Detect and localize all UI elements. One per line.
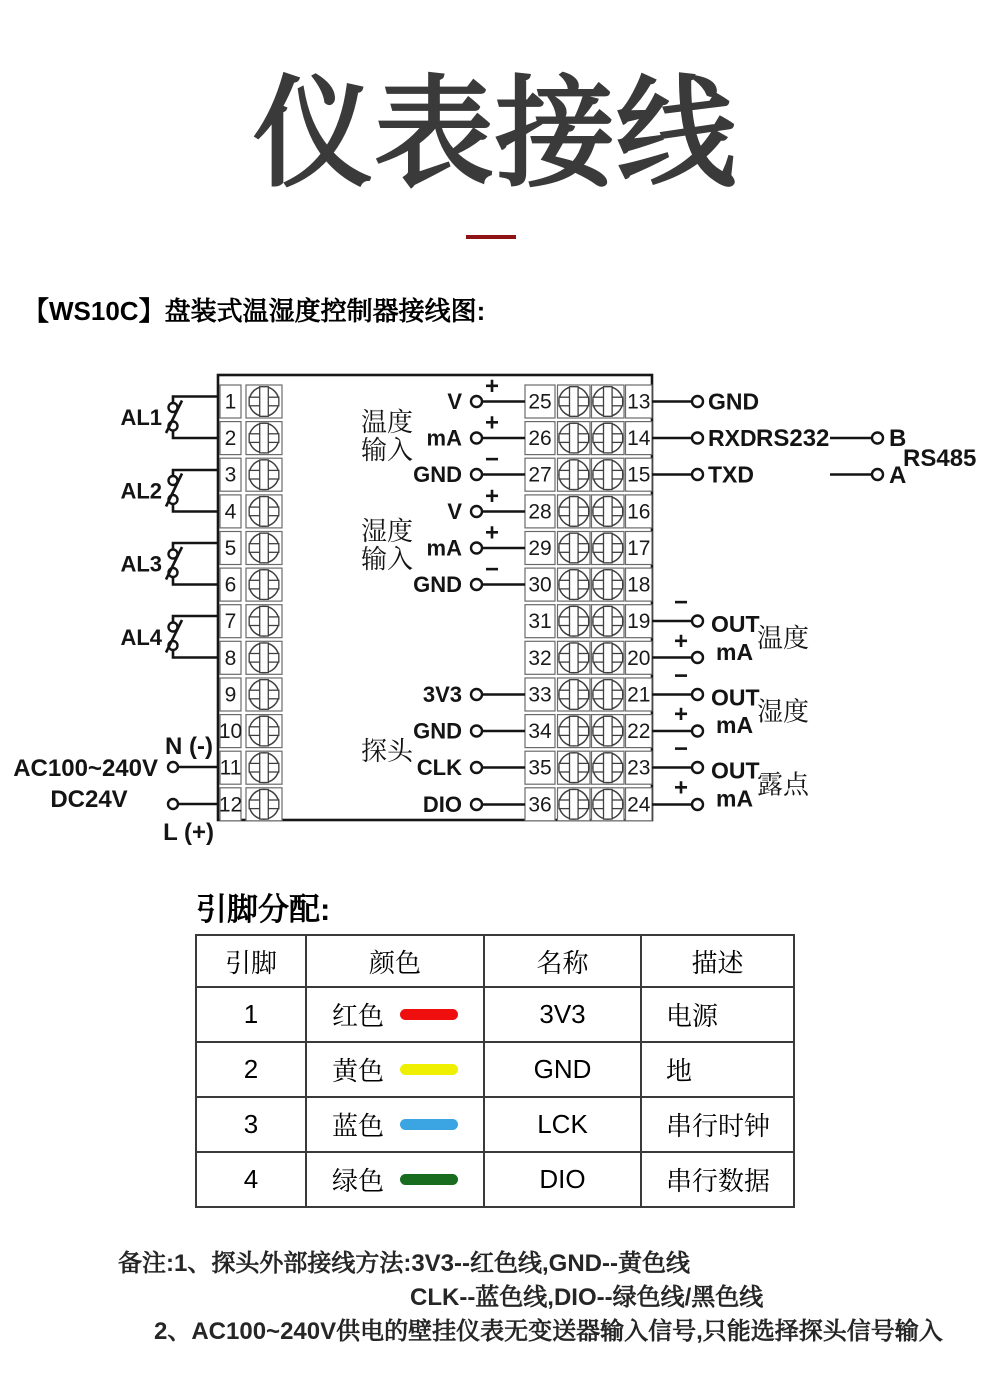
col-header-pin: 引脚 xyxy=(196,935,306,987)
out-temp-unit-label: mA xyxy=(716,639,754,665)
probe-gnd-label: GND xyxy=(413,718,462,744)
screw-slot-v xyxy=(570,460,579,490)
alarm-al4 xyxy=(120,616,218,658)
terminal-number: 36 xyxy=(528,793,552,817)
temp-ma-label: mA xyxy=(426,425,462,451)
pin-desc: 串行数据 xyxy=(641,1152,794,1207)
screw-slot-v xyxy=(260,680,269,710)
terminal-number: 1 xyxy=(224,390,237,414)
hum-input-title-2: 输入 xyxy=(360,544,414,574)
out-dew-minus-terminal xyxy=(692,762,703,773)
terminal-number: 31 xyxy=(528,610,552,634)
terminal-number: 30 xyxy=(528,573,552,597)
color-swatch xyxy=(400,1064,458,1075)
terminal-number: 20 xyxy=(627,646,651,670)
hum-v-terminal xyxy=(471,506,482,517)
screw-slot-v xyxy=(604,606,613,636)
terminal-number: 25 xyxy=(528,390,552,414)
table-row xyxy=(196,1042,794,1097)
pin-color-label: 黄色 xyxy=(331,1056,384,1086)
pin-color-label: 红色 xyxy=(331,1001,384,1031)
output-dewpoint xyxy=(652,736,810,812)
comm-rxd-terminal xyxy=(692,433,703,444)
terminal-number: 33 xyxy=(528,683,552,707)
terminal-number: 2 xyxy=(224,427,237,451)
alarm-al1 xyxy=(120,397,218,439)
terminal-number: 16 xyxy=(627,500,651,524)
serial-comm-group xyxy=(652,389,976,490)
screw-slot-v xyxy=(604,387,613,417)
out-temp-plus-terminal xyxy=(692,652,703,663)
terminal-number: 13 xyxy=(627,390,651,414)
terminal-number: 24 xyxy=(627,793,651,817)
hum-ma-label: mA xyxy=(426,535,462,561)
hum-v-label: V xyxy=(447,499,462,524)
power-terminal-n xyxy=(168,762,178,772)
probe-title: 探头 xyxy=(360,736,414,766)
terminal-number: 12 xyxy=(218,793,243,817)
temp-gnd-label: GND xyxy=(413,462,462,487)
hum-v-sign: + xyxy=(484,483,500,510)
screw-slot-v xyxy=(260,460,269,490)
temp-ma-sign: + xyxy=(484,409,500,437)
pin-color-cell xyxy=(306,1042,484,1097)
screw-slot-v xyxy=(570,790,579,820)
rs485-a-label: A xyxy=(889,462,907,489)
screw-slot-v xyxy=(604,643,613,673)
comm-rxd-label: RXD xyxy=(708,425,757,451)
pin-name: 3V3 xyxy=(484,987,641,1042)
col-header-desc: 描述 xyxy=(641,935,794,987)
temp-gnd-terminal xyxy=(471,469,482,480)
l-label: L (+) xyxy=(163,819,214,846)
hum-gnd-sign: − xyxy=(484,556,500,583)
temp-input-title-2: 输入 xyxy=(360,435,414,465)
table-header-row xyxy=(196,935,794,987)
terminal-number: 19 xyxy=(627,610,651,634)
pin-color-cell xyxy=(306,1152,484,1207)
screw-slot-v xyxy=(570,423,579,453)
pin-number: 4 xyxy=(196,1152,306,1207)
alarm-al3 xyxy=(120,543,218,585)
rs485-b-terminal xyxy=(872,433,883,444)
pin-table-heading: 引脚分配: xyxy=(196,892,331,927)
screw-slot-v xyxy=(260,716,269,746)
hum-gnd-label: GND xyxy=(413,572,462,597)
out-dew-minus-sign: − xyxy=(673,735,689,763)
terminal-number: 34 xyxy=(528,720,552,744)
al1-label: AL1 xyxy=(120,405,162,430)
out-hum-minus-terminal xyxy=(692,689,703,700)
terminal-number: 8 xyxy=(224,646,237,670)
title-underline-decoration xyxy=(466,235,516,239)
terminal-number: 14 xyxy=(627,427,651,451)
terminal-number: 23 xyxy=(627,756,651,780)
pin-desc: 地 xyxy=(641,1042,794,1097)
pin-name: GND xyxy=(484,1042,641,1097)
out-hum-out-label: OUT xyxy=(711,684,760,711)
terminal-number: 17 xyxy=(627,537,651,560)
screw-slot-v xyxy=(604,460,613,490)
diagram-subtitle: 【WS10C】盘装式温湿度控制器接线图: xyxy=(23,296,486,326)
power-terminal-l xyxy=(168,799,178,809)
probe-3v3-label: 3V3 xyxy=(422,682,462,707)
screw-slot-v xyxy=(260,753,269,783)
pin-desc: 串行时钟 xyxy=(641,1097,794,1152)
note-line-1: 备注:1、探头外部接线方法:3V3--红色线,GND--黄色线 xyxy=(118,1250,691,1277)
probe-clk-label: CLK xyxy=(416,755,462,780)
terminal-number: 11 xyxy=(219,756,242,780)
screw-slot-v xyxy=(570,497,579,527)
col-header-name: 名称 xyxy=(484,935,641,987)
screw-slot-v xyxy=(260,606,269,636)
screw-slot-v xyxy=(604,570,613,600)
pin-number: 1 xyxy=(196,987,306,1042)
comm-gnd-label: GND xyxy=(708,388,760,415)
out-hum-unit-label: mA xyxy=(716,712,754,738)
terminal-number: 35 xyxy=(528,756,552,780)
table-row xyxy=(196,987,794,1042)
terminal-number: 29 xyxy=(528,537,552,560)
terminal-number: 27 xyxy=(528,463,552,487)
temp-v-label: V xyxy=(447,389,462,414)
out-temp-cn-label: 温度 xyxy=(757,623,810,653)
terminal-number: 9 xyxy=(224,683,237,707)
screw-slot-v xyxy=(604,790,613,820)
out-dew-out-label: OUT xyxy=(711,757,760,784)
terminal-number: 32 xyxy=(528,646,552,670)
comm-txd-terminal xyxy=(692,469,703,480)
pin-desc: 电源 xyxy=(641,987,794,1042)
note-line-3: 2、AC100~240V供电的壁挂仪表无变送器输入信号,只能选择探头信号输入 xyxy=(154,1318,943,1345)
screw-slot-v xyxy=(260,533,269,563)
output-humidity xyxy=(652,663,809,739)
terminal-number: 7 xyxy=(224,610,237,634)
screw-slot-v xyxy=(260,570,269,600)
ac-voltage-label: AC100~240V xyxy=(13,755,158,782)
screw-slot-v xyxy=(604,533,613,563)
color-swatch xyxy=(400,1174,458,1185)
rs232-label: RS232 xyxy=(756,425,830,452)
screw-slot-v xyxy=(260,790,269,820)
probe-dio-terminal xyxy=(471,799,482,810)
pin-color-label: 蓝色 xyxy=(331,1111,384,1141)
out-temp-minus-sign: − xyxy=(673,589,689,616)
al2-label: AL2 xyxy=(120,478,162,504)
screw-slot-v xyxy=(604,716,613,746)
out-temp-out-label: OUT xyxy=(711,611,760,637)
terminal-number: 6 xyxy=(224,573,237,597)
note-line-2: CLK--蓝色线,DIO--绿色线/黑色线 xyxy=(410,1284,764,1311)
screw-slot-v xyxy=(604,423,613,453)
probe-clk-terminal xyxy=(471,762,482,773)
temperature-input-group xyxy=(361,373,525,487)
table-row xyxy=(196,1152,794,1207)
screw-slot-v xyxy=(570,570,579,600)
screw-slot-v xyxy=(604,497,613,527)
screw-slot-v xyxy=(260,497,269,527)
temp-ma-terminal xyxy=(471,433,482,444)
humidity-input-group xyxy=(361,483,525,597)
hum-ma-terminal xyxy=(471,543,482,554)
out-temp-plus-sign: + xyxy=(673,628,689,655)
rs485-a-terminal xyxy=(872,469,883,480)
pin-number: 2 xyxy=(196,1042,306,1097)
dc-voltage-label: DC24V xyxy=(50,786,128,813)
out-hum-cn-label: 湿度 xyxy=(757,696,810,727)
screw-slot-v xyxy=(604,753,613,783)
screw-slot-v xyxy=(570,643,579,673)
out-dew-plus-sign: + xyxy=(673,774,689,802)
comm-txd-label: TXD xyxy=(708,461,754,488)
color-swatch xyxy=(400,1119,458,1130)
probe-group xyxy=(361,682,525,817)
pin-name: LCK xyxy=(484,1097,641,1152)
rs485-label: RS485 xyxy=(903,445,977,472)
screw-slot-v xyxy=(604,680,613,710)
probe-gnd-terminal xyxy=(471,726,482,737)
al3-label: AL3 xyxy=(120,551,162,577)
rs485-b-label: B xyxy=(889,425,907,452)
table-row xyxy=(196,1097,794,1152)
wiring-diagram-svg xyxy=(0,365,990,850)
out-hum-minus-sign: − xyxy=(673,662,689,690)
probe-dio-label: DIO xyxy=(422,792,462,817)
screw-slot-v xyxy=(570,753,579,783)
terminal-number: 22 xyxy=(627,720,651,744)
page-title: 仪表接线 xyxy=(253,67,737,201)
temp-input-title-1: 温度 xyxy=(360,407,414,437)
terminal-number: 3 xyxy=(224,463,237,487)
hum-gnd-terminal xyxy=(471,579,482,590)
terminal-number: 5 xyxy=(224,537,237,560)
screw-slot-v xyxy=(570,680,579,710)
screw-slot-v xyxy=(570,716,579,746)
hum-input-title-1: 湿度 xyxy=(360,516,414,546)
out-hum-plus-sign: + xyxy=(673,701,689,728)
temp-v-sign: + xyxy=(484,373,500,400)
out-dew-plus-terminal xyxy=(692,799,703,810)
pin-number: 3 xyxy=(196,1097,306,1152)
out-dew-unit-label: mA xyxy=(716,785,754,812)
hum-ma-sign: + xyxy=(484,519,500,547)
screw-slot-v xyxy=(260,643,269,673)
pin-name: DIO xyxy=(484,1152,641,1207)
n-label: N (-) xyxy=(165,733,213,760)
color-swatch xyxy=(400,1009,458,1020)
screw-slot-v xyxy=(260,423,269,453)
output-temperature xyxy=(652,589,809,665)
screw-slot-v xyxy=(570,606,579,636)
out-hum-plus-terminal xyxy=(692,726,703,737)
terminal-number: 10 xyxy=(218,720,243,744)
temp-v-terminal xyxy=(471,396,482,407)
wiring-diagram xyxy=(0,365,990,850)
terminal-number: 4 xyxy=(224,500,237,524)
alarm-al2 xyxy=(120,470,218,512)
terminal-number: 26 xyxy=(528,427,552,451)
pin-color-label: 绿色 xyxy=(331,1166,384,1196)
terminal-number: 15 xyxy=(627,463,651,487)
al4-label: AL4 xyxy=(120,625,162,650)
terminal-number: 18 xyxy=(627,573,651,597)
out-temp-minus-terminal xyxy=(692,616,703,627)
col-header-color: 颜色 xyxy=(306,935,484,987)
power-supply xyxy=(13,733,218,846)
pin-assignment-table xyxy=(195,934,795,1208)
pin-color-cell xyxy=(306,1097,484,1152)
screw-slot-v xyxy=(570,387,579,417)
probe-3v3-terminal xyxy=(471,689,482,700)
temp-gnd-sign: − xyxy=(484,446,500,473)
out-dew-cn-label: 露点 xyxy=(757,769,810,800)
terminal-number: 21 xyxy=(627,683,651,707)
terminal-number: 28 xyxy=(528,500,552,524)
pin-color-cell xyxy=(306,987,484,1042)
screw-slot-v xyxy=(570,533,579,563)
screw-slot-v xyxy=(260,387,269,417)
comm-gnd-terminal xyxy=(692,396,703,407)
